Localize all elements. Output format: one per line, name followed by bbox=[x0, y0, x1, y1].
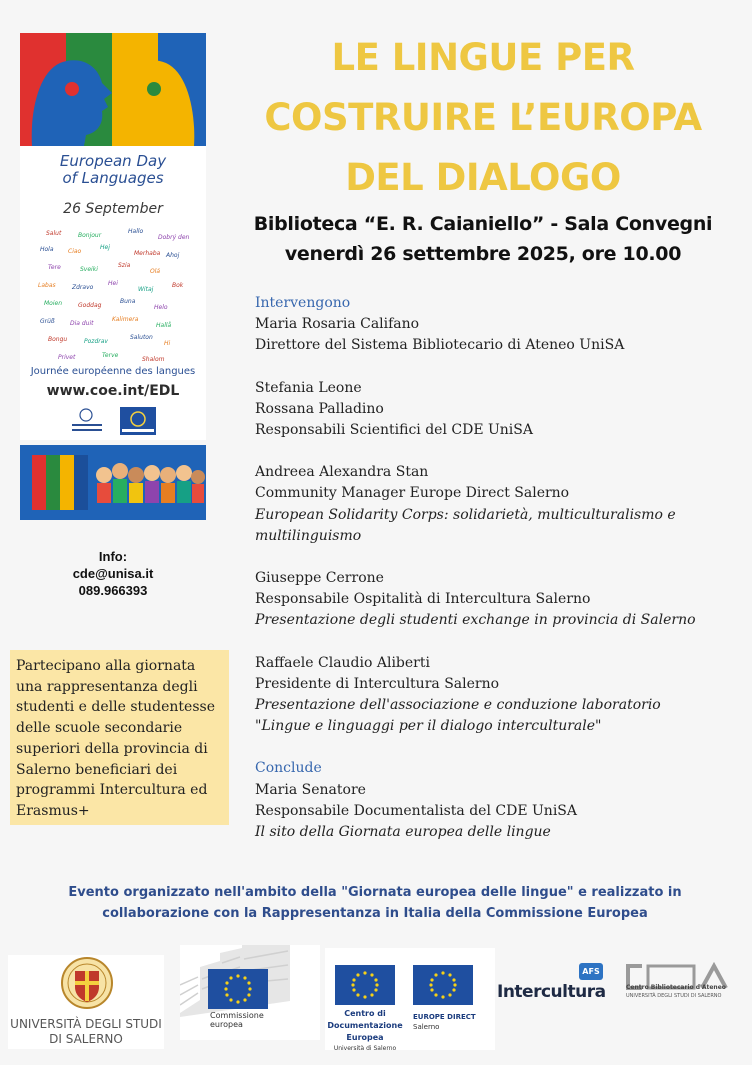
svg-text:Goddag: Goddag bbox=[78, 302, 102, 309]
info-email[interactable]: cde@unisa.it bbox=[72, 566, 154, 581]
edl-title-line2: of Languages bbox=[62, 169, 164, 187]
svg-text:Salut: Salut bbox=[46, 230, 62, 237]
edl-banner bbox=[20, 445, 206, 520]
svg-text:Hej: Hej bbox=[100, 244, 110, 251]
cba-name-line1: Centro Bibliotecario d'Ateneo bbox=[626, 984, 726, 991]
speaker-role: Direttore del Sistema Bibliotecario di Ateneo UniSA bbox=[255, 337, 625, 354]
date-line: venerdì 26 settembre 2025, ore 10.00 bbox=[284, 243, 682, 265]
speaker-name: Giuseppe Cerrone bbox=[255, 570, 384, 587]
svg-text:Labas: Labas bbox=[38, 282, 56, 289]
svg-text:Ahoj: Ahoj bbox=[166, 252, 180, 259]
svg-text:Hallo: Hallo bbox=[128, 228, 144, 235]
note-line: delle scuole secondarie bbox=[16, 720, 183, 737]
cde-name-line1: Centro di bbox=[344, 1009, 386, 1018]
speaker-role: Responsabile Ospitalità di Intercultura Salerno bbox=[255, 591, 591, 608]
talk-title: European Solidarity Corps: solidarietà, multiculturalismo e bbox=[255, 506, 676, 523]
speaker-name: Maria Senatore bbox=[255, 781, 366, 798]
venue-line: Biblioteca “E. R. Caianiello” - Sala Convegni bbox=[253, 213, 713, 235]
edl-url: www.coe.int/EDL bbox=[46, 383, 180, 399]
speaker-name: Stefania Leone bbox=[255, 379, 362, 396]
multilingual-word-cloud bbox=[38, 225, 190, 363]
edl-title-line1: European Day bbox=[59, 152, 167, 170]
note-line: superiori della provincia di bbox=[16, 740, 208, 757]
talk-title: "Lingue e linguaggi per il dialogo interculturale" bbox=[255, 718, 602, 735]
title-line2: COSTRUIRE L’EUROPA bbox=[264, 96, 702, 139]
edl-title bbox=[20, 153, 206, 187]
event-title bbox=[214, 28, 752, 208]
participants-note bbox=[10, 650, 229, 825]
edl-date: 26 September bbox=[63, 201, 163, 217]
ed-name-line1: EUROPE DIRECT bbox=[413, 1013, 476, 1021]
svg-text:Witaj: Witaj bbox=[138, 286, 154, 293]
info-label: Info: bbox=[98, 549, 128, 564]
section-heading-closing: Conclude bbox=[255, 760, 322, 777]
speaker-role: Community Manager Europe Direct Salerno bbox=[255, 485, 570, 502]
note-line: Partecipano alla giornata bbox=[16, 658, 196, 674]
intercultura-logo bbox=[497, 963, 609, 1007]
svg-text:Merhaba: Merhaba bbox=[134, 250, 161, 257]
eu-flag-icons bbox=[325, 948, 495, 1008]
speaker-name: Rossana Palladino bbox=[255, 400, 384, 417]
note-line: Salerno beneficiari dei bbox=[16, 761, 178, 778]
event-venue-date bbox=[214, 209, 752, 269]
talk-title: Il sito della Giornata europea delle lingue bbox=[255, 824, 551, 841]
speaker-role: Responsabile Documentalista del CDE UniSA bbox=[255, 802, 577, 819]
speaker-name: Maria Rosaria Califano bbox=[255, 316, 420, 333]
svg-text:Terve: Terve bbox=[102, 352, 119, 359]
cde-name-line2: Documentazione bbox=[327, 1021, 403, 1030]
cde-europe-direct-logos bbox=[325, 948, 495, 1050]
svg-text:Buna: Buna bbox=[120, 298, 136, 305]
footer-line: collaborazione con la Rappresentanza in Italia della Commissione Europea bbox=[102, 906, 648, 921]
svg-text:Bongu: Bongu bbox=[48, 336, 68, 343]
svg-text:Tere: Tere bbox=[48, 264, 61, 271]
title-line3: DEL DIALOGO bbox=[345, 156, 621, 199]
svg-text:Hei: Hei bbox=[108, 280, 118, 287]
speaker-name: Raffaele Claudio Aliberti bbox=[255, 654, 430, 671]
unisa-name-line1: UNIVERSITÀ DEGLI STUDI bbox=[10, 1017, 162, 1031]
speakers-program bbox=[255, 293, 750, 843]
svg-text:Moien: Moien bbox=[44, 300, 63, 307]
intercultura-name: Intercultura bbox=[497, 982, 606, 1002]
speaker-role: Responsabili Scientifici del CDE UniSA bbox=[255, 422, 533, 439]
note-line: una rappresentanza degli bbox=[16, 678, 198, 695]
council-of-europe-logos bbox=[68, 405, 160, 437]
svg-text:Dia duit: Dia duit bbox=[70, 320, 94, 327]
svg-text:Hallå: Hallå bbox=[156, 322, 172, 329]
info-phone: 089.966393 bbox=[78, 583, 148, 598]
svg-text:Grüß: Grüß bbox=[40, 318, 55, 325]
svg-text:Dobrý den: Dobrý den bbox=[158, 234, 190, 241]
svg-text:Pozdrav: Pozdrav bbox=[84, 338, 108, 345]
svg-text:Zdravo: Zdravo bbox=[72, 284, 94, 291]
svg-text:Helo: Helo bbox=[154, 304, 168, 311]
section-heading-speakers: Intervengono bbox=[255, 295, 351, 311]
footer-line: Evento organizzato nell'ambito della "Giornata europea delle lingue" e realizzato in bbox=[68, 885, 682, 900]
unisa-logo bbox=[8, 955, 164, 1049]
talk-title: multilinguismo bbox=[255, 527, 362, 544]
title-line1: LE LINGUE PER bbox=[331, 36, 635, 79]
dialogue-faces-illustration bbox=[20, 33, 206, 146]
afs-badge: AFS bbox=[579, 963, 603, 980]
svg-text:Olá: Olá bbox=[150, 268, 161, 275]
ed-name-line2: Salerno bbox=[413, 1023, 440, 1031]
svg-text:Kalimera: Kalimera bbox=[112, 316, 139, 323]
edl-poster bbox=[20, 33, 206, 440]
svg-text:Privet: Privet bbox=[58, 354, 76, 361]
organization-note bbox=[40, 882, 710, 924]
ec-name-line1: Commissione bbox=[210, 1011, 264, 1020]
children-crowd-illustration bbox=[20, 445, 206, 520]
talk-title: Presentazione degli studenti exchange in provincia di Salerno bbox=[255, 612, 696, 629]
note-line: Erasmus+ bbox=[16, 802, 90, 819]
european-commission-logo bbox=[180, 945, 320, 1040]
svg-text:Sveiki: Sveiki bbox=[80, 266, 98, 273]
speaker-role: Presidente di Intercultura Salerno bbox=[255, 675, 500, 692]
svg-text:Shalom: Shalom bbox=[142, 356, 165, 363]
cba-name-line2: UNIVERSITÀ DEGLI STUDI DI SALERNO bbox=[626, 993, 722, 999]
svg-text:Bonjour: Bonjour bbox=[78, 232, 102, 239]
unisa-crest-icon bbox=[61, 955, 113, 1011]
cde-name-line4: Università di Salerno bbox=[333, 1045, 397, 1052]
note-line: programmi Intercultura ed bbox=[16, 782, 208, 799]
cde-name-line3: Europea bbox=[346, 1033, 384, 1042]
svg-text:Ciao: Ciao bbox=[68, 248, 82, 255]
ec-name-line2: europea bbox=[210, 1020, 243, 1029]
talk-title: Presentazione dell'associazione e conduzione laboratorio bbox=[255, 697, 661, 714]
svg-text:Saluton: Saluton bbox=[130, 334, 153, 341]
cba-logo bbox=[624, 962, 736, 1010]
svg-text:Szia: Szia bbox=[118, 262, 131, 269]
note-line: studenti e delle studentesse bbox=[16, 699, 215, 716]
svg-text:Hi: Hi bbox=[164, 340, 171, 347]
svg-text:Bok: Bok bbox=[172, 282, 184, 289]
contact-info bbox=[20, 548, 206, 599]
speaker-name: Andreea Alexandra Stan bbox=[255, 464, 429, 481]
edl-tagline: Journée européenne des langues bbox=[30, 366, 196, 377]
svg-text:Hola: Hola bbox=[40, 246, 54, 253]
unisa-name-line2: DI SALERNO bbox=[49, 1032, 123, 1046]
